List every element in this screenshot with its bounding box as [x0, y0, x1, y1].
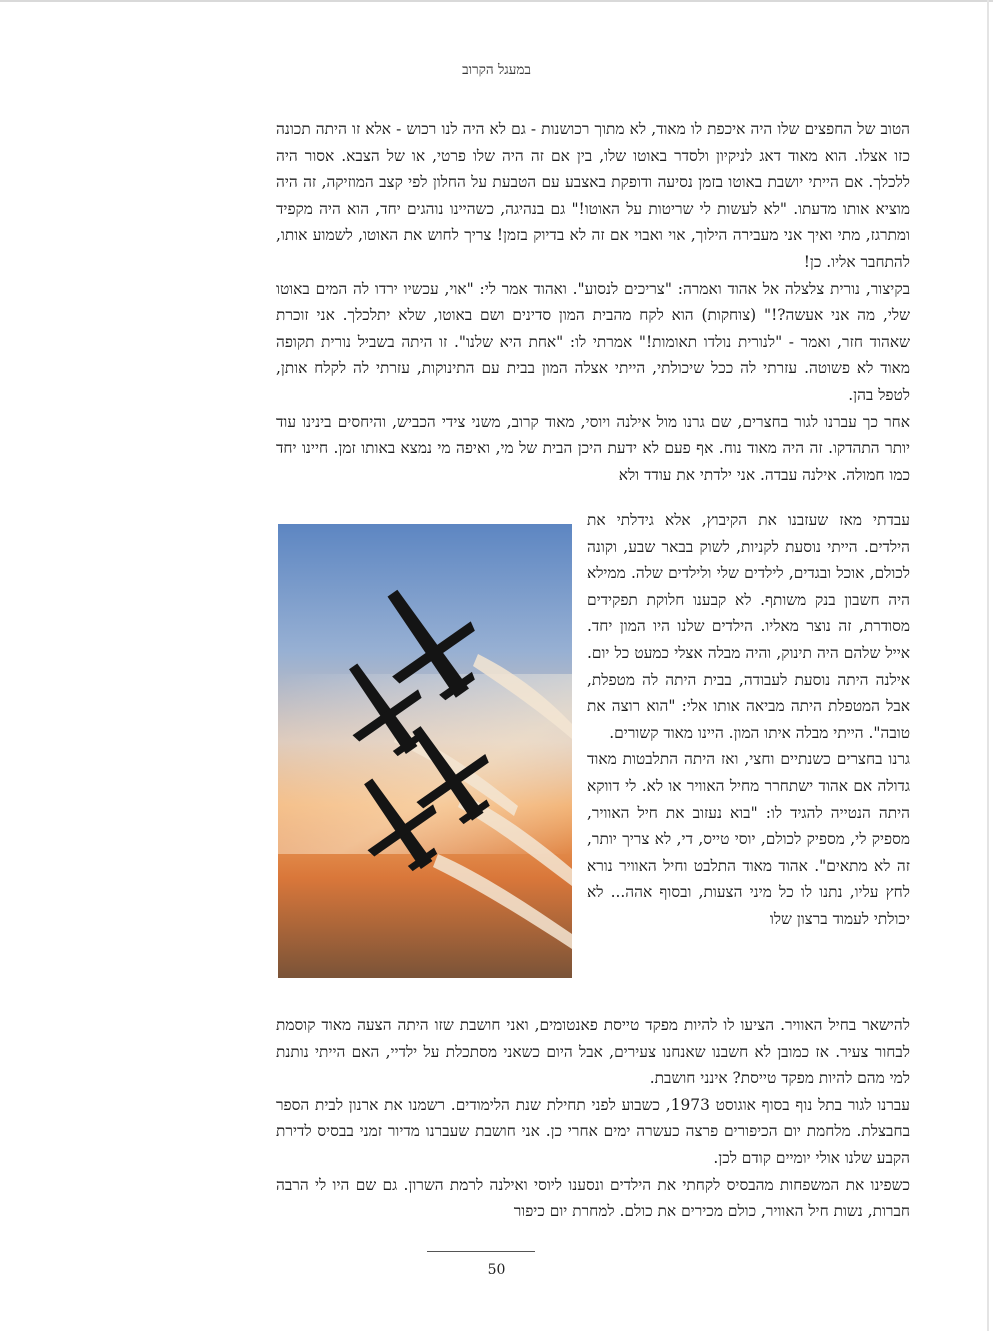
page-edge	[987, 0, 989, 1331]
paragraph: עבדתי מאז שעזבנו את הקיבוץ, אלא גידלתי את הילדים. הייתי נוסעת לקניות, לשוק בבאר שבע, וקונה לכולם, אוכל ובגדים, לילדים שלי ולילדים שלה. ממילא היה חשבון בנק משותף. לא קבענו חלוקת תפקידים מסודרת, זה נוצר מאליו. הילדים שלנו היו המון יחד. אייל שלהם היה תינוק, והיה מבלה אצלי כמעט כל יום. אילנה היתה נוסעת לעבודה, בבית היתה לה מטפלת, אבל המטפלת היתה מביאה אותו אלי: "הוא רוצה את טובה". הייתי מבלה איתו המון. היינו מאוד קשורים.	[587, 511, 910, 742]
footer-rule	[427, 1251, 535, 1252]
text-block-beside-photo	[587, 507, 910, 933]
paragraph: כשפינו את המשפחות מהבסיס לקחתי את הילדים ונסענו ליוסי ואילנה לרמת השרון. גם שם היו לי הרבה חברות, נשות חיל האוויר, כולם מכירים את כולם. למחרת יום כיפור	[276, 1175, 910, 1221]
paragraph: בקיצור, נורית צלצלה אל אהוד ואמרה: "צריכים לנסוע". ואהוד אמר לי: "אוי, עכשיו ירדו לה המים באוטו שלי, מה אני אעשה?!" (צוחקות) הוא לקח מהבית המון סדינים ושם באוטו, שלא יתלכלך. אני זוכרת שאהוד חזר, ואמר - "לנורית נולדו תאומות!" אמרתי לו: "אחת היא שלנו". זו היתה בשביל נורית תקופה מאוד לא פשוטה. עזרתי לה ככל שיכולתי, הייתי אצלה המון בבית עם התינוקות, עזרתי לה לקלח אותן, לטפל בהן.	[276, 279, 910, 404]
paragraph: עברנו לגור בתל נוף בסוף אוגוסט 1973, כשבוע לפני תחילת שנת הלימודים. רשמנו את ארנון לבית הספר בחבצלת. מלחמת יום הכיפורים פרצה כעשרה ימים אחרי כן. אני חושבת שעברנו מדיור זמני בבסיס לדירת הקבע שלנו אולי יומיים קודם לכן.	[276, 1095, 910, 1167]
text-block-bottom	[276, 1012, 910, 1225]
paragraph: להישאר בחיל האוויר. הציעו לו להיות מפקד טייסת פאנטומים, ואני חושבת שזו היתה הצעה מאוד קוסמת לבחור צעיר. אז כמובן לא חשבנו שאנחנו צעירים, אבל היום כשאני מסתכלת על ילדיי, האם הייתי נותנת למי מהם להיות מפקד טייסת? אינני חושבת.	[276, 1016, 910, 1088]
paragraph: אחר כך עברנו לגור בחצרים, שם גרנו מול אילנה ויוסי, מאוד קרוב, משני צידי הכביש, והיחסים בינינו עוד יותר התהדקו. זה היה מאוד נוח. אף פעם לא ידעת היכן הבית של מי, ואיפה מי נמצא באותו זמן. חיינו יחד כמו חמולה. אילנה עבדה. אני ילדתי את עודד ולא	[276, 412, 910, 484]
running-head: במעגל הקרוב	[462, 62, 531, 78]
paragraph: גרנו בחצרים כשנתיים וחצי, ואז היתה התלבטות מאוד גדולה אם אהוד ישתחרר מחיל האוויר או לא. לי דווקא היתה הנטייה להגיד לו: "בוא נעזוב את חיל האוויר, מספיק לי, מספיק לכולם, יוסי טייס, די, לא צריך יותר, זה לא מתאים". אהוד מאוד התלבט וחיל האוויר נורא לחץ עליו, נתנו לו כל מיני הצעות, ובסוף אהה... לא יכולתי לעמוד ברצון שלו	[587, 750, 910, 928]
text-block-top	[276, 116, 910, 488]
aircraft-photo	[278, 524, 572, 978]
page-edge	[0, 0, 993, 2]
page-number: 50	[487, 1262, 506, 1278]
paragraph: הטוב של החפצים שלו היה איכפת לו מאוד, לא מתוך רכושנות - גם לא היה לנו רכוש - אלא זו היתה תכונה כזו אצלו. הוא מאוד דאג לניקיון ולסדר באוטו שלו, בין אם זה היה שלו פרטי, או של הצבא. אסור היה ללכלך. אם הייתי יושבת באוטו בזמן נסיעה ודופקת באצבע עם הטבעת על החלון לפי קצב המוזיקה, זה היה מוציא אותו מדעתו. "לא לעשות לי שריטות על האוטו!" גם בנהיגה, כשהיינו נוהגים יחד, הוא היה מקפיד ומתרגז, מתי ואיך אני מעבירה הילוך, אוי ואבוי אם זה לא בדיוק בזמן! צריך לחוש את האוטו, לשמוע אותו, להתחבר אליו. כן!	[276, 120, 910, 271]
